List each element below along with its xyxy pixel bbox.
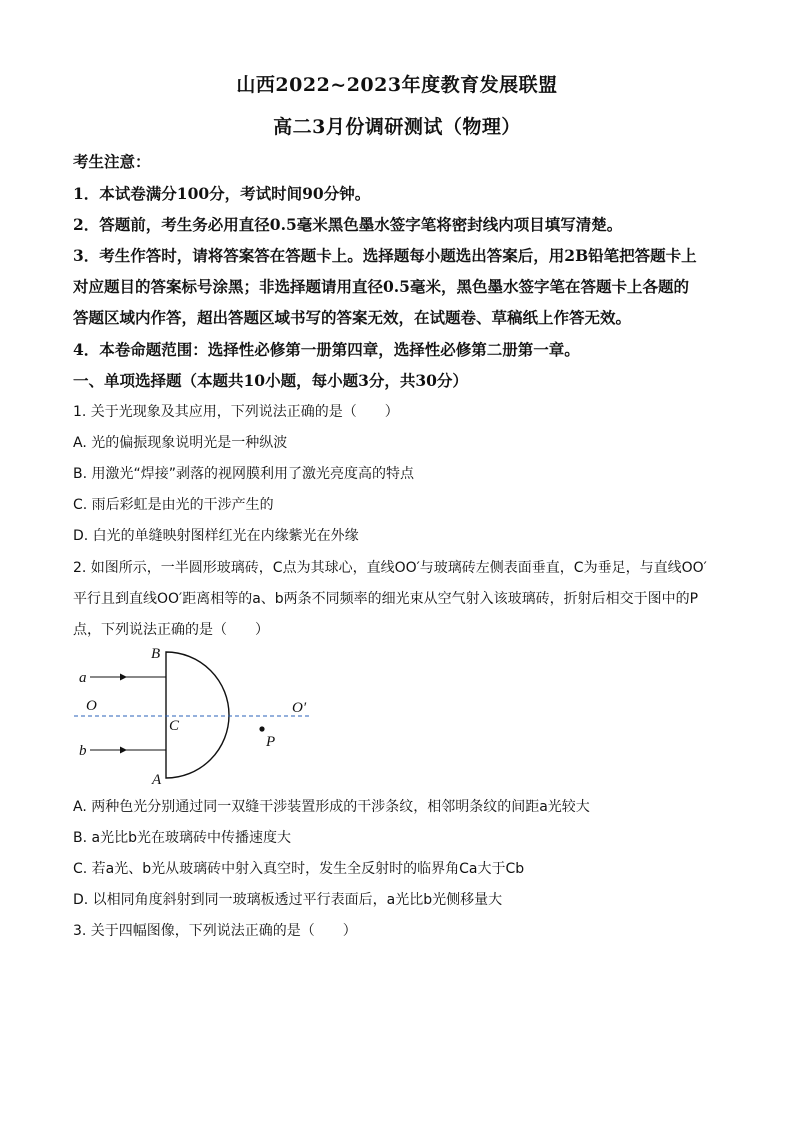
q2-option-b: B. a光比b光在玻璃砖中传播速度大 — [73, 830, 291, 846]
notice-item-3: 3．考生作答时，请将答案答在答题卡上。选择题每小题选出答案后，用2B铅笔把答题卡上 — [73, 246, 697, 265]
q1-option-a: A. 光的偏振现象说明光是一种纵波 — [73, 435, 288, 451]
label-a-vertex: A — [152, 772, 162, 788]
label-o-prime: O′ — [292, 700, 307, 716]
notice-item-3-cont-1: 对应题目的答案标号涂黑；非选择题请用直径0.5毫米，黑色墨水签字笔在答题卡上各题的 — [73, 277, 689, 296]
label-o: O — [86, 698, 97, 714]
notice-item-1: 1．本试卷满分100分，考试时间90分钟。 — [73, 184, 371, 203]
q1-stem: 1. 关于光现象及其应用，下列说法正确的是（ ） — [73, 404, 399, 420]
notice-item-4: 4．本卷命题范围：选择性必修第一册第四章，选择性必修第二册第一章。 — [73, 340, 580, 359]
exam-title: 山西2022~2023年度教育发展联盟 — [236, 74, 558, 96]
label-c: C — [169, 718, 180, 734]
ray-a-arrow — [120, 674, 127, 681]
q2-stem-line-3: 点，下列说法正确的是（ ） — [73, 622, 269, 638]
q1-option-c: C. 雨后彩虹是由光的干涉产生的 — [73, 497, 274, 513]
q2-stem-line-1: 2. 如图所示，一半圆形玻璃砖，C点为其球心，直线OO′与玻璃砖左侧表面垂直，C为垂足，与直线OO′ — [73, 560, 707, 576]
notice-item-2: 2．答题前，考生务必用直径0.5毫米黑色墨水签字笔将密封线内项目填写清楚。 — [73, 215, 623, 234]
q2-option-a: A. 两种色光分别通过同一双缝干涉装置形成的干涉条纹，相邻明条纹的间距a光较大 — [73, 799, 590, 815]
q2-stem-line-2: 平行且到直线OO′距离相等的a、b两条不同频率的细光束从空气射入该玻璃砖，折射后相交于图中的P — [73, 591, 699, 607]
notice-item-3-cont-2: 答题区域内作答，超出答题区域书写的答案无效，在试题卷、草稿纸上作答无效。 — [73, 308, 632, 327]
point-p — [259, 726, 264, 731]
label-b: b — [79, 743, 87, 759]
q1-option-d: D. 白光的单缝映射图样红光在内缘紫光在外缘 — [73, 528, 359, 544]
label-a: a — [79, 670, 87, 686]
semicircle-glass — [166, 652, 229, 778]
notice-heading: 考生注意： — [73, 152, 151, 171]
ray-b-arrow — [120, 747, 127, 754]
label-b-vertex: B — [151, 646, 161, 662]
label-p: P — [266, 734, 276, 750]
q2-option-d: D. 以相同角度斜射到同一玻璃板透过平行表面后，a光比b光侧移量大 — [73, 892, 503, 908]
q2-figure — [70, 640, 320, 790]
q3-stem: 3. 关于四幅图像，下列说法正确的是（ ） — [73, 923, 357, 939]
q2-option-c: C. 若a光、b光从玻璃砖中射入真空时，发生全反射时的临界角Ca大于Cb — [73, 861, 525, 877]
exam-subtitle: 高二3月份调研测试（物理） — [273, 116, 521, 138]
section-heading: 一、单项选择题（本题共10小题，每小题3分，共30分） — [73, 371, 468, 390]
q1-option-b: B. 用激光“焊接”剥落的视网膜利用了激光亮度高的特点 — [73, 466, 415, 482]
